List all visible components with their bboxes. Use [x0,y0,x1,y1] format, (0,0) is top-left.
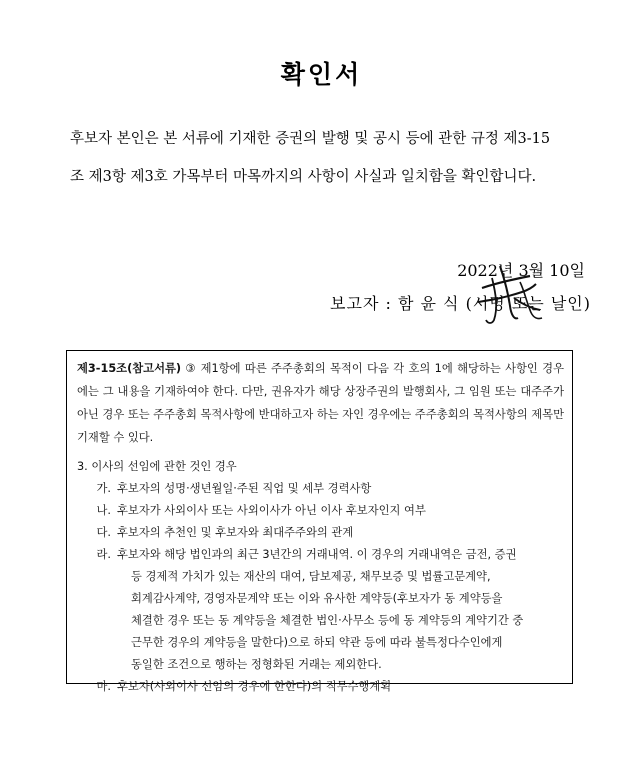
list-item [77,478,564,500]
regulation-body: ③ 제1항에 따른 주주총회의 목적이 다음 각 호의 1에 해당하는 사항인 경우에는 그 내용을 기재하여야 한다. 다만, 권유자가 해당 상장주권의 발행회사, 그 임원 또는 대주주가 아닌 경우 또는 주주총회 목적사항에 반대하고자 하는 자인 경우에는 주주총회의 목적사항의 제목만 기재할 수 있다. [77,362,564,444]
regulation-heading: 제3-15조(참고서류) [77,362,182,375]
list-item [77,676,564,698]
list-marker: 나. [96,504,111,517]
list-item-text: 근무한 경우의 계약등을 말한다)으로 하되 약관 등에 따라 불특정다수인에게 [131,636,503,649]
list-marker: 마. [96,680,111,693]
list-item-text: 등 경제적 가치가 있는 재산의 대여, 담보제공, 채무보증 및 법률고문계약, [131,570,491,583]
statement-line-2: 조 제3항 제3호 가목부터 마목까지의 사항이 사실과 일치함을 확인합니다. [70,169,537,185]
list-marker: 다. [96,526,111,539]
list-item-text: 후보자(사외이사 선임의 경우에 한한다)의 직무수행계획 [117,680,392,693]
list-marker: 가. [96,482,111,495]
statement-line-1: 후보자 본인은 본 서류에 기재한 증권의 발행 및 공시 등에 관한 규정 제3-15 [70,131,551,147]
list-marker: 라. [96,548,111,561]
reporter-line: 보고자 : 함 윤 식 (서명 또는 날인) [330,294,591,313]
list-item-text: 체결한 경우 또는 동 계약등을 체결한 법인·사무소 등에 동 계약등의 계약기간 중 [131,614,524,627]
list-item-text: 후보자의 추천인 및 후보자와 최대주주와의 관계 [117,526,354,539]
handwritten-signature [470,258,550,328]
list-item [77,544,564,676]
signature-date: 2022년 3월 10일 [457,261,585,280]
list-item [77,522,564,544]
list-item-text: 후보자와 해당 법인과의 최근 3년간의 거래내역. 이 경우의 거래내역은 금전, 증권 [117,548,517,561]
list-item-text: 동일한 조건으로 행하는 정형화된 거래는 제외한다. [131,658,382,671]
confirmation-statement [70,120,590,196]
list-item-text: 회계감사계약, 경영자문계약 또는 이와 유사한 계약등(후보자가 동 계약등을 [131,592,503,605]
item-heading: 3. 이사의 선임에 관한 것인 경우 [77,460,237,473]
list-item [77,500,564,522]
regulation-paragraph [77,357,564,449]
list-item-text: 후보자가 사외이사 또는 사외이사가 아닌 이사 후보자인지 여부 [117,504,426,517]
document-title: 확인서 [280,60,363,89]
reference-regulation-box [66,350,573,693]
list-item-text: 후보자의 성명·생년월일·주된 직업 및 세부 경력사항 [117,482,372,495]
